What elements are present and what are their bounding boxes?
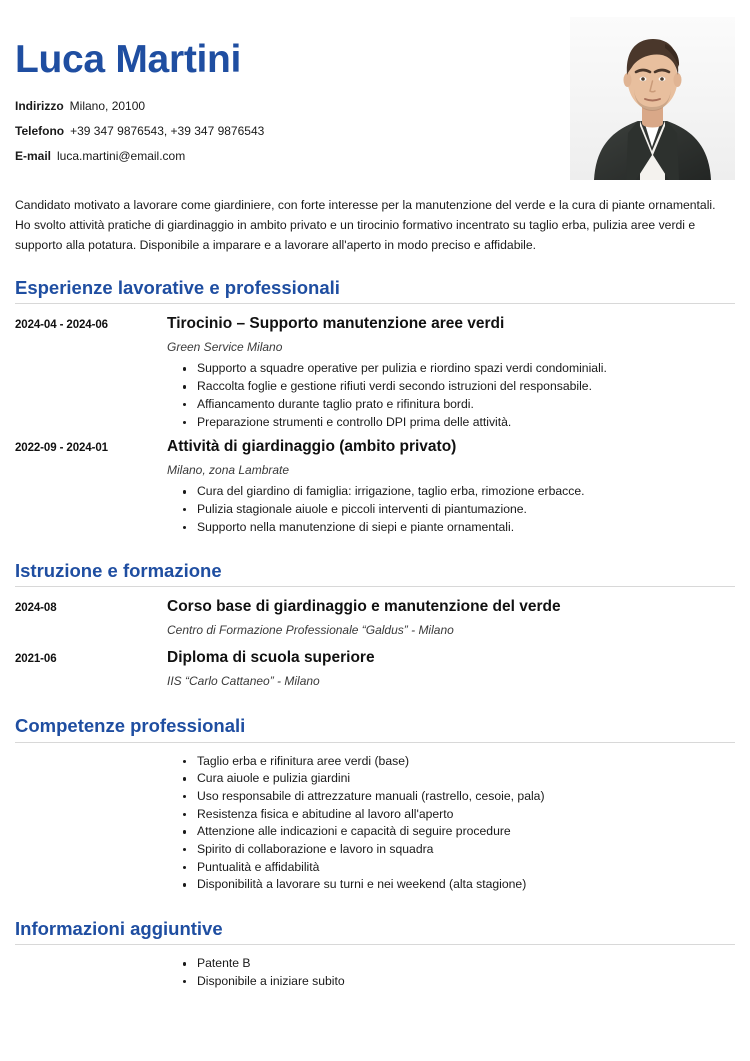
list-item: Disponibile a iniziare subito — [183, 973, 735, 991]
education-entry — [15, 597, 735, 638]
list-item: Preparazione strumenti e controllo DPI prima delle attività. — [183, 414, 735, 432]
contact-label-address: Indirizzo — [15, 99, 64, 113]
entry-organization: Green Service Milano — [167, 339, 283, 354]
entry-bullet-list — [167, 483, 735, 536]
section-divider — [15, 586, 735, 587]
entry-organization: Centro di Formazione Professionale “Galdus” - Milano — [167, 622, 454, 637]
entry-title: Corso base di giardinaggio e manutenzione del verde — [167, 598, 561, 616]
education-entry — [15, 648, 735, 689]
list-item: Patente B — [183, 955, 735, 973]
list-item: Cura aiuole e pulizia giardini — [183, 770, 735, 788]
section-title-additional-info: Informazioni aggiuntive — [15, 918, 223, 940]
list-item: Taglio erba e rifinitura aree verdi (base) — [183, 753, 735, 771]
profile-photo — [570, 17, 735, 180]
contact-label-email: E-mail — [15, 149, 52, 163]
list-item: Raccolta foglie e gestione rifiuti verdi secondo istruzioni del responsabile. — [183, 378, 735, 396]
page-title: Luca Martini — [15, 38, 242, 81]
skills-list-wrapper — [15, 753, 735, 895]
entry-organization: IIS “Carlo Cattaneo” - Milano — [167, 673, 320, 688]
entry-body — [167, 314, 735, 431]
section-divider — [15, 303, 735, 304]
contact-row-email — [15, 150, 535, 162]
contact-value-address: Milano, 20100 — [69, 99, 146, 113]
list-item: Puntualità e affidabilità — [183, 859, 735, 877]
list-item: Spirito di collaborazione e lavoro in squadra — [183, 841, 735, 859]
entry-bullet-list — [167, 360, 735, 431]
entry-organization: Milano, zona Lambrate — [167, 462, 290, 477]
section-experience — [15, 277, 735, 536]
entry-date: 2022-09 - 2024-01 — [15, 442, 108, 455]
entry-title: Attività di giardinaggio (ambito privato) — [167, 438, 457, 456]
entry-date: 2024-08 — [15, 602, 57, 615]
skills-bullet-list — [167, 753, 735, 895]
section-divider — [15, 944, 735, 945]
section-additional-info — [15, 918, 735, 991]
list-item: Affiancamento durante taglio prato e rifinitura bordi. — [183, 396, 735, 414]
list-item: Supporto nella manutenzione di siepi e piante ornamentali. — [183, 519, 735, 537]
list-item: Attenzione alle indicazioni e capacità di seguire procedure — [183, 823, 735, 841]
experience-entry — [15, 314, 735, 431]
contact-row-address — [15, 100, 535, 112]
professional-summary: Candidato motivato a lavorare come giardiniere, con forte interesse per la manutenzione del verde e la cura di piante ornamentali. Ho svolto attività pratiche di giardinaggio in ambito privato e un tirocinio formativo incentrato su taglio erba, pulizia aree verdi e supporto alla potatura. Disponibile a imparare e a lavorare all'aperto in modo preciso e affidabile. — [15, 198, 716, 252]
additional-list-wrapper — [15, 955, 735, 990]
list-item: Uso responsabile di attrezzature manuali (rastrello, cesoie, pala) — [183, 788, 735, 806]
list-item: Supporto a squadre operative per pulizia e riordino spazi verdi condominiali. — [183, 360, 735, 378]
contact-value-email: luca.martini@email.com — [57, 149, 186, 163]
section-title-skills: Competenze professionali — [15, 715, 246, 737]
section-title-experience: Esperienze lavorative e professionali — [15, 277, 340, 299]
list-item: Disponibilità a lavorare su turni e nei weekend (alta stagione) — [183, 876, 735, 894]
entry-body — [167, 648, 735, 689]
section-skills — [15, 715, 735, 894]
list-item: Pulizia stagionale aiuole e piccoli interventi di piantumazione. — [183, 501, 735, 519]
contact-list — [15, 100, 535, 175]
section-divider — [15, 742, 735, 743]
additional-bullet-list — [167, 955, 735, 990]
cv-header — [15, 0, 735, 182]
experience-entry — [15, 437, 735, 536]
list-item: Cura del giardino di famiglia: irrigazione, taglio erba, rimozione erbacce. — [183, 483, 735, 501]
entry-body — [167, 437, 735, 536]
contact-row-phone — [15, 125, 535, 137]
entry-title: Tirocinio – Supporto manutenzione aree verdi — [167, 315, 505, 333]
contact-value-phone: +39 347 9876543, +39 347 9876543 — [70, 124, 265, 138]
entry-date: 2021-06 — [15, 653, 57, 666]
section-title-education: Istruzione e formazione — [15, 560, 222, 582]
contact-label-phone: Telefono — [15, 124, 65, 138]
entry-date: 2024-04 - 2024-06 — [15, 319, 108, 332]
section-education — [15, 560, 735, 689]
entry-body — [167, 597, 735, 638]
entry-title: Diploma di scuola superiore — [167, 649, 375, 667]
list-item: Resistenza fisica e abitudine al lavoro all'aperto — [183, 806, 735, 824]
